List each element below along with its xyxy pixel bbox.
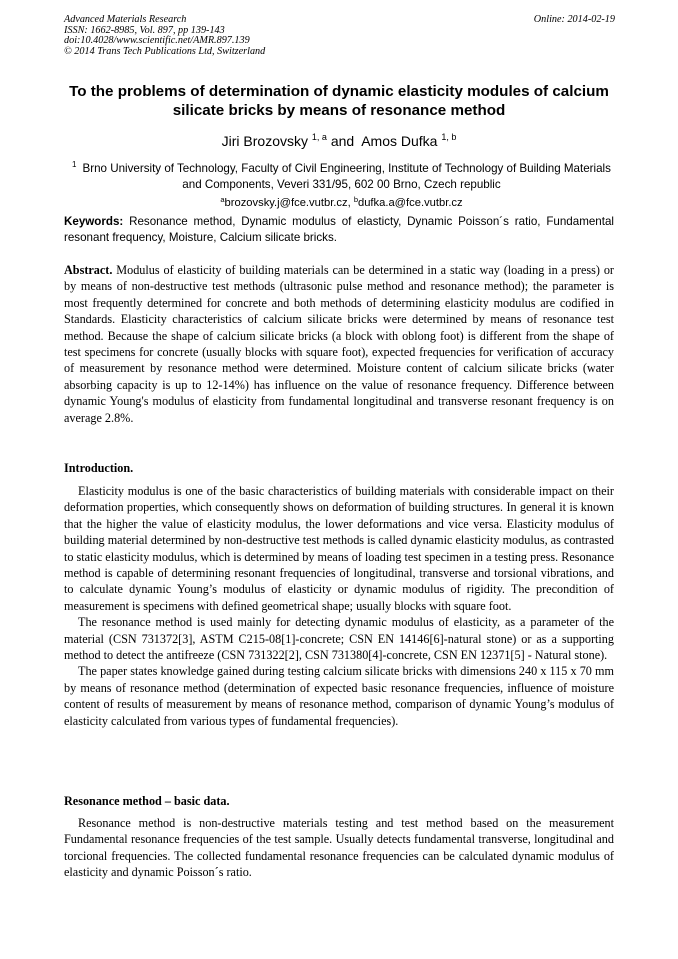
resonance-heading: Resonance method – basic data.	[64, 794, 230, 808]
author-conjunction: and	[330, 133, 355, 149]
resonance-body	[64, 815, 614, 881]
journal-doi: doi:10.4028/www.scientific.net/AMR.897.139	[64, 35, 250, 47]
journal-header	[64, 15, 484, 57]
author-1-name: Jiri Brozovsky	[221, 133, 309, 149]
email-b-sup: b	[353, 195, 358, 204]
affiliation-text: Brno University of Technology, Faculty of Civil Engineering, Institute of Technology of Building Materials and Components, Veveri 331/95, 602 00 Brno, Czech republic	[82, 162, 611, 191]
keywords-text: Resonance method, Dynamic modulus of elasticty, Dynamic Poisson´s ratio, Fundamental resonant frequency, Moisture, Calcium silicate bricks.	[64, 215, 614, 244]
author-1-sup: 1, a	[311, 132, 327, 142]
author-line	[60, 128, 618, 150]
author-2-sup: 1, b	[441, 132, 457, 142]
paragraph: The resonance method is used mainly for detecting dynamic modulus of elasticity, as a parameter of the material (CSN 731372[3], ASTM C215-08[1]-concrete; CSN EN 14146[6]-natural stone) or as a supporting method to detect the antifreeze (CSN 731322[2], CSN 731380[4]-concrete, CSN EN 12371[5] - Natural stone).	[64, 615, 614, 663]
paragraph: Resonance method is non-destructive materials testing and test method based on the measurement Fundamental resonance frequencies of the test sample. Usually detects fundamental transverse, longitudinal and torcional frequencies. The collected fundamental resonance frequencies can be calculated dynamic modulus of elasticity and dynamic Poisson´s ratio.	[64, 816, 614, 880]
introduction-heading: Introduction.	[64, 461, 134, 475]
email-a-sup: a	[220, 195, 225, 204]
abstract	[64, 262, 614, 426]
online-date: Online: 2014-02-19	[533, 14, 615, 25]
introduction-body	[64, 483, 614, 729]
email-b-link[interactable]: dufka.a@fce.vutbr.cz	[357, 197, 463, 209]
affiliation	[64, 157, 619, 193]
keywords-label: Keywords:	[64, 215, 124, 228]
journal-name: Advanced Materials Research	[64, 14, 187, 25]
paragraph: The paper states knowledge gained during testing calcium silicate bricks with dimensions 240 x 115 x 70 mm by means of resonance method (determination of expected basic resonance frequencies, influence of moisture content of results of measurement by means of resonance method, comparison of dynamic Young’s modulus of elasticity calculated from various types of fundamental frequencies).	[64, 664, 614, 728]
affiliation-sup: 1	[72, 160, 77, 169]
paragraph: Elasticity modulus is one of the basic characteristics of building materials with considerable impact on their deformation properties, which consequently shows on deformation of building structures. In general it is known that the higher the value of elasticity modulus, the lower deformations and vice versa. Elasticity modulus of building material determined by non-destructive test methods is called dynamic elasticity modulus, as contrasted to static elasticity modulus, which is determined by means of loading test specimen in a testing press. Resonance method is capable of determining resonant frequencies of longitudinal, transverse and torsional vibrations, and to calculate dynamic Young’s modulus of elasticity or dynamic modulus of rigidity. The precondition of measurement is specimens with defined geometrical shape; usually blocks with square foot.	[64, 484, 615, 613]
journal-issn: ISSN: 1662-8985, Vol. 897, pp 139-143	[64, 24, 225, 36]
email-a-link[interactable]: brozovsky.j@fce.vutbr.cz,	[224, 197, 351, 209]
abstract-text: Modulus of elasticity of building materials can be determined in a static way (loading in a press) or by means of non-destructive test methods (ultrasonic pulse method and resonance method); the parameter is most frequently determined for concrete and both methods of determining elasticity modulus are codified in Standards. Elasticity characteristics of calcium silicate bricks were determined by means of resonance test method. Because the shape of calcium silicate bricks (a block with oblong foot) is different from the shape of test specimens for concrete (usually blocks with square foot), expected frequencies for verification of accuracy of measurement by resonance method were determined. Moisture content of calcium silicate bricks (water absorbing capacity is up to 12-14%) has influence on the value of resonance frequency. Difference between dynamic Young's modulus of elasticity from fundamental longitudinal and transverse resonant frequency is on average 2.8%.	[64, 263, 614, 425]
abstract-label: Abstract.	[64, 263, 113, 277]
email-line	[64, 192, 619, 211]
author-2-name: Amos Dufka	[361, 133, 438, 149]
keywords	[64, 214, 614, 245]
journal-copyright: © 2014 Trans Tech Publications Ltd, Switzerland	[64, 45, 266, 57]
paper-title: To the problems of determination of dynamic elasticity modules of calcium silicate bricks by means of resonance method	[69, 83, 609, 119]
